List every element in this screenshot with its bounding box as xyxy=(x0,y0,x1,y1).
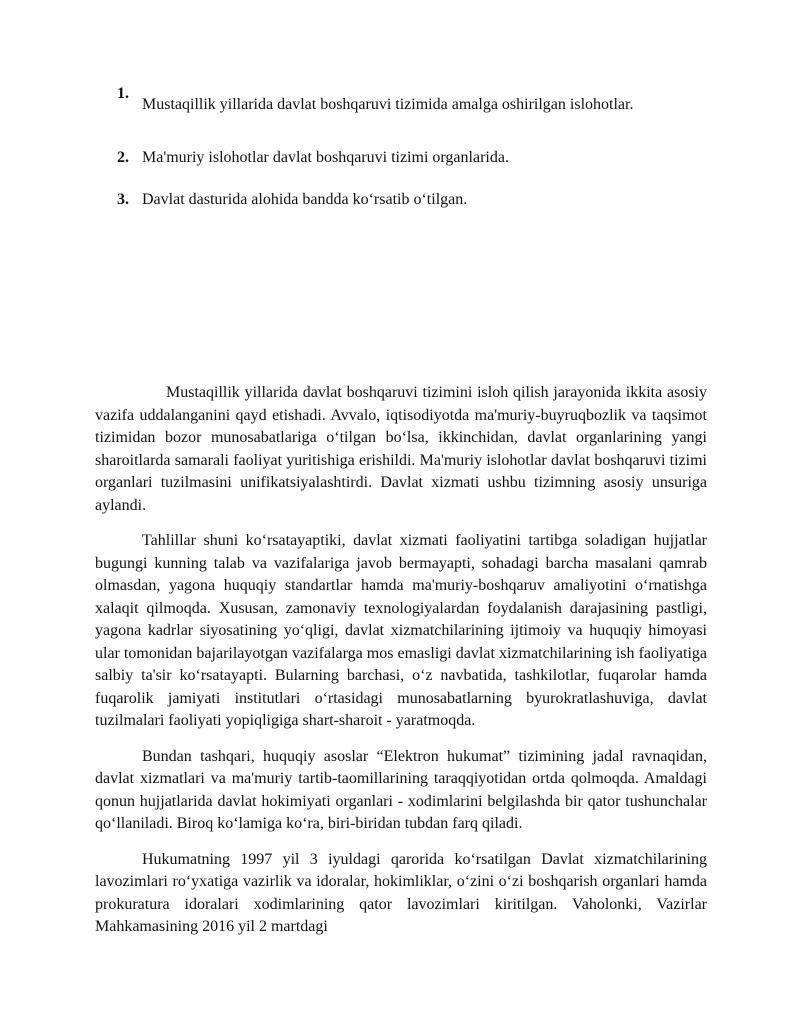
list-item xyxy=(117,83,717,127)
list-item-text: Davlat dasturida alohida bandda koʻrsatib oʻtilgan. xyxy=(142,191,468,208)
paragraph: Tahlillar shuni koʻrsatayaptiki, davlat xizmati faoliyatini tartibga soladigan hujjatlar bugungi kunning talab va vazifalariga javob bermayapti, sohadagi barcha masalani qamrab olmasdan, yagona huquqiy standartlar hamda ma'muriy-boshqaruv amaliyotini oʻrnatishga xalaqit qilmoqda. Xususan, zamonaviy texnologiyalardan foydalanish darajasining pastligi, yagona kadrlar siyosatining yoʻqligi, davlat xizmatchilarining ijtimoiy va huquqiy himoyasi ular tomonidan bajarilayotgan vazifalarga mos emasligi davlat xizmatchilarining ish faoliyatiga salbiy ta'sir koʻrsatayapti. Bularning barchasi, oʻz navbatida, tashkilotlar, fuqarolar hamda fuqarolik jamiyati institutlari oʻrtasidagi munosabatlarning byurokratlashuviga, davlat tuzilmalari faoliyati yopiqligiga shart-sharoit - yaratmoqda. xyxy=(95,532,707,729)
paragraph: Mustaqillik yillarida davlat boshqaruvi tizimini isloh qilish jarayonida ikkita asosiy vazifa uddalanganini qayd etishadi. Avvalo, iqtisodiyotda ma'muriy-buyruqbozlik va taqsimot tizimidan bozor munosabatlariga oʻtilgan boʻlsa, ikkinchidan, davlat organlarining yangi sharoitlarda samarali faoliyat yuritishiga erishildi. Ma'muriy islohotlar davlat boshqaruvi tizimi organlari tuzilmasini unifikatsiyalashtirdi. Davlat xizmati ushbu tizimning asosiy unsuriga aylandi. xyxy=(95,384,707,514)
list-item-number: 3. xyxy=(117,191,129,208)
body-text xyxy=(95,382,707,952)
list-item-text: Mustaqillik yillarida davlat boshqaruvi tizimida amalga oshirilgan islohotlar. xyxy=(142,96,634,113)
paragraph: Bundan tashqari, huquqiy asoslar “Elektron hukumat” tizimining jadal ravnaqidan, davlat xizmatlari va ma'muriy tartib-taomillarining taraqqiyotidan ortda qolmoqda. Amaldagi qonun hujjatlarida davlat hokimiyati organlari - xodimlarini belgilashda bir qator tushunchalar qoʻllaniladi. Biroq koʻlamiga koʻra, biri-biridan tubdan farq qiladi. xyxy=(95,747,707,832)
list-item xyxy=(117,189,717,211)
list-item-number: 2. xyxy=(117,149,129,166)
list-item-number: 1. xyxy=(117,85,129,102)
list-item xyxy=(117,147,717,169)
numbered-list xyxy=(117,85,717,231)
list-item-text: Ma'muriy islohotlar davlat boshqaruvi tizimi organlarida. xyxy=(142,149,509,166)
paragraph: Hukumatning 1997 yil 3 iyuldagi qarorida koʻrsatilgan Davlat xizmatchilarining lavozimlari roʻyxatiga vazirlik va idoralar, hokimliklar, oʻzini oʻzi boshqarish organlari hamda prokuratura idoralari xodimlarining qator lavozimlari kiritilgan. Vaholonki, Vazirlar Mahkamasining 2016 yil 2 martdagi xyxy=(95,850,707,935)
